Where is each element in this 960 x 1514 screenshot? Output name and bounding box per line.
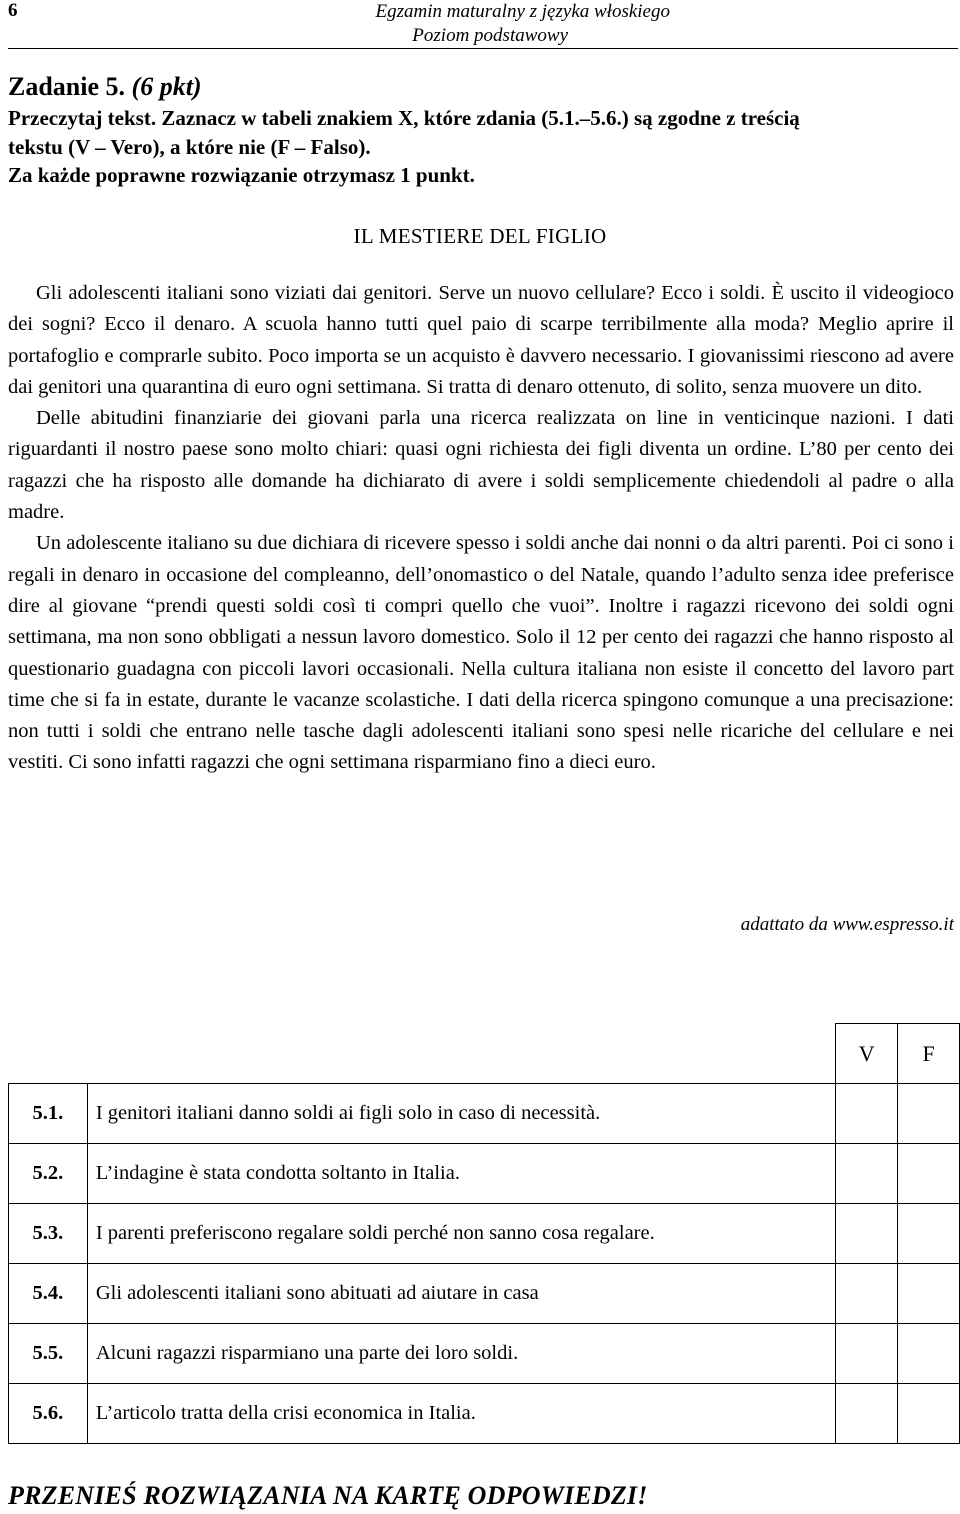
statement-number: 5.3. [9,1204,88,1264]
answer-cell-v[interactable] [836,1144,898,1204]
instruction-line: Przeczytaj tekst. Zaznacz w tabeli znakiem X, które zdania (5.1.–5.6.) są zgodne z treścią [8,106,800,130]
answer-cell-f[interactable] [898,1264,960,1324]
task-points: (6 pkt) [131,72,202,101]
statement-text: Alcuni ragazzi risparmiano una parte dei loro soldi. [87,1324,836,1384]
table-row [9,1204,960,1264]
answer-cell-f[interactable] [898,1144,960,1204]
instruction-line: tekstu (V – Vero), a które nie (F – Falso). [8,134,371,159]
answer-cell-v[interactable] [836,1084,898,1144]
article-body [8,278,954,779]
column-header-vero: V [836,1024,898,1084]
statement-number: 5.6. [9,1384,88,1444]
page-number: 6 [8,0,18,21]
article-paragraph: Un adolescente italiano su due dichiara di ricevere spesso i soldi anche dai nonni o da altri parenti. Poi ci sono i regali in denaro in occasione del compleanno, dell’onomastico o del Natale, quando l’adulto senza idee preferisce dire al giovane “prendi questi soldi così ti compri quello che vuoi”. Inoltre i ragazzi ricevono dei soldi ogni settimana, ma non sono obbligati a nessun lavoro domestico. Solo il 12 per cento dei ragazzi che hanno risposto al questionario guadagna con piccoli lavori occasionali. Nella cultura italiana non esiste il concetto del lavoro part time che si fa in estate, durante le vacanze scolastiche. I dati della ricerca spingono comunque a una precisazione: non tutti i soldi che entrano nelle tasche dagli adolescenti italiani sono spesi nelle ricariche del cellulare e nei vestiti. Ci sono infatti ragazzi che ogni settimana risparmiano fino a dieci euro. [8,532,954,774]
table-header-blank [9,1024,836,1084]
answer-cell-f[interactable] [898,1384,960,1444]
statement-number: 5.4. [9,1264,88,1324]
article-source: adattato da www.espresso.it [740,914,954,935]
statement-text: L’indagine è stata condotta soltanto in Italia. [87,1144,836,1204]
table-row [9,1324,960,1384]
table-row [9,1384,960,1444]
instruction-line: Za każde poprawne rozwiązanie otrzymasz 1 punkt. [8,163,475,187]
answer-cell-f[interactable] [898,1324,960,1384]
answer-cell-f[interactable] [898,1084,960,1144]
statement-number: 5.1. [9,1084,88,1144]
exam-title: Egzamin maturalny z języka włoskiego [375,1,670,22]
article-paragraph: Gli adolescenti italiani sono viziati dai genitori. Serve un nuovo cellulare? Ecco i soldi. È uscito il videogioco dei sogni? Ecco il denaro. A scuola hanno tutti quel paio di scarpe terribilmente alla moda? Meglio aprire il portafoglio e comprarle subito. Poco importa se un acquisto è davvero necessario. I giovanissimi riescono ad avere dai genitori una quarantina di euro ogni settimana. Si tratta di denaro ottenuto, di solito, senza muovere un dito. [8,282,954,398]
task-instructions [8,104,958,190]
answer-cell-v[interactable] [836,1324,898,1384]
table-row [9,1144,960,1204]
answer-table [8,1023,960,1444]
answer-cell-v[interactable] [836,1204,898,1264]
answer-cell-v[interactable] [836,1264,898,1324]
statement-number: 5.5. [9,1324,88,1384]
article-paragraph: Delle abitudini finanziarie dei giovani parla una ricerca realizzata on line in venticinque nazioni. I dati riguardanti il nostro paese sono molto chiari: quasi ogni richiesta dei figli diventa un ordine. L’80 per cento dei ragazzi che ha risposto alle domande ha dichiarato di avere i soldi semplicemente chiedendoli al padre o alla madre. [8,407,954,524]
table-header-row [9,1024,960,1084]
statement-text: Gli adolescenti italiani sono abituati ad aiutare in casa [87,1264,836,1324]
statement-number: 5.2. [9,1144,88,1204]
statement-text: I genitori italiani danno soldi ai figli solo in caso di necessità. [87,1084,836,1144]
table-row [9,1084,960,1144]
column-header-falso: F [898,1024,960,1084]
answer-cell-v[interactable] [836,1384,898,1444]
article-title: IL MESTIERE DEL FIGLIO [353,224,607,248]
statement-text: L’articolo tratta della crisi economica in Italia. [87,1384,836,1444]
exam-level: Poziom podstawowy [412,25,568,46]
transfer-answers-note: PRZENIEŚ ROZWIĄZANIA NA KARTĘ ODPOWIEDZI! [8,1481,648,1510]
table-row [9,1264,960,1324]
task-heading [8,72,202,102]
task-title: Zadanie 5. [8,72,126,101]
statement-text: I parenti preferiscono regalare soldi perché non sanno cosa regalare. [87,1204,836,1264]
header-divider [8,48,958,49]
answer-cell-f[interactable] [898,1204,960,1264]
